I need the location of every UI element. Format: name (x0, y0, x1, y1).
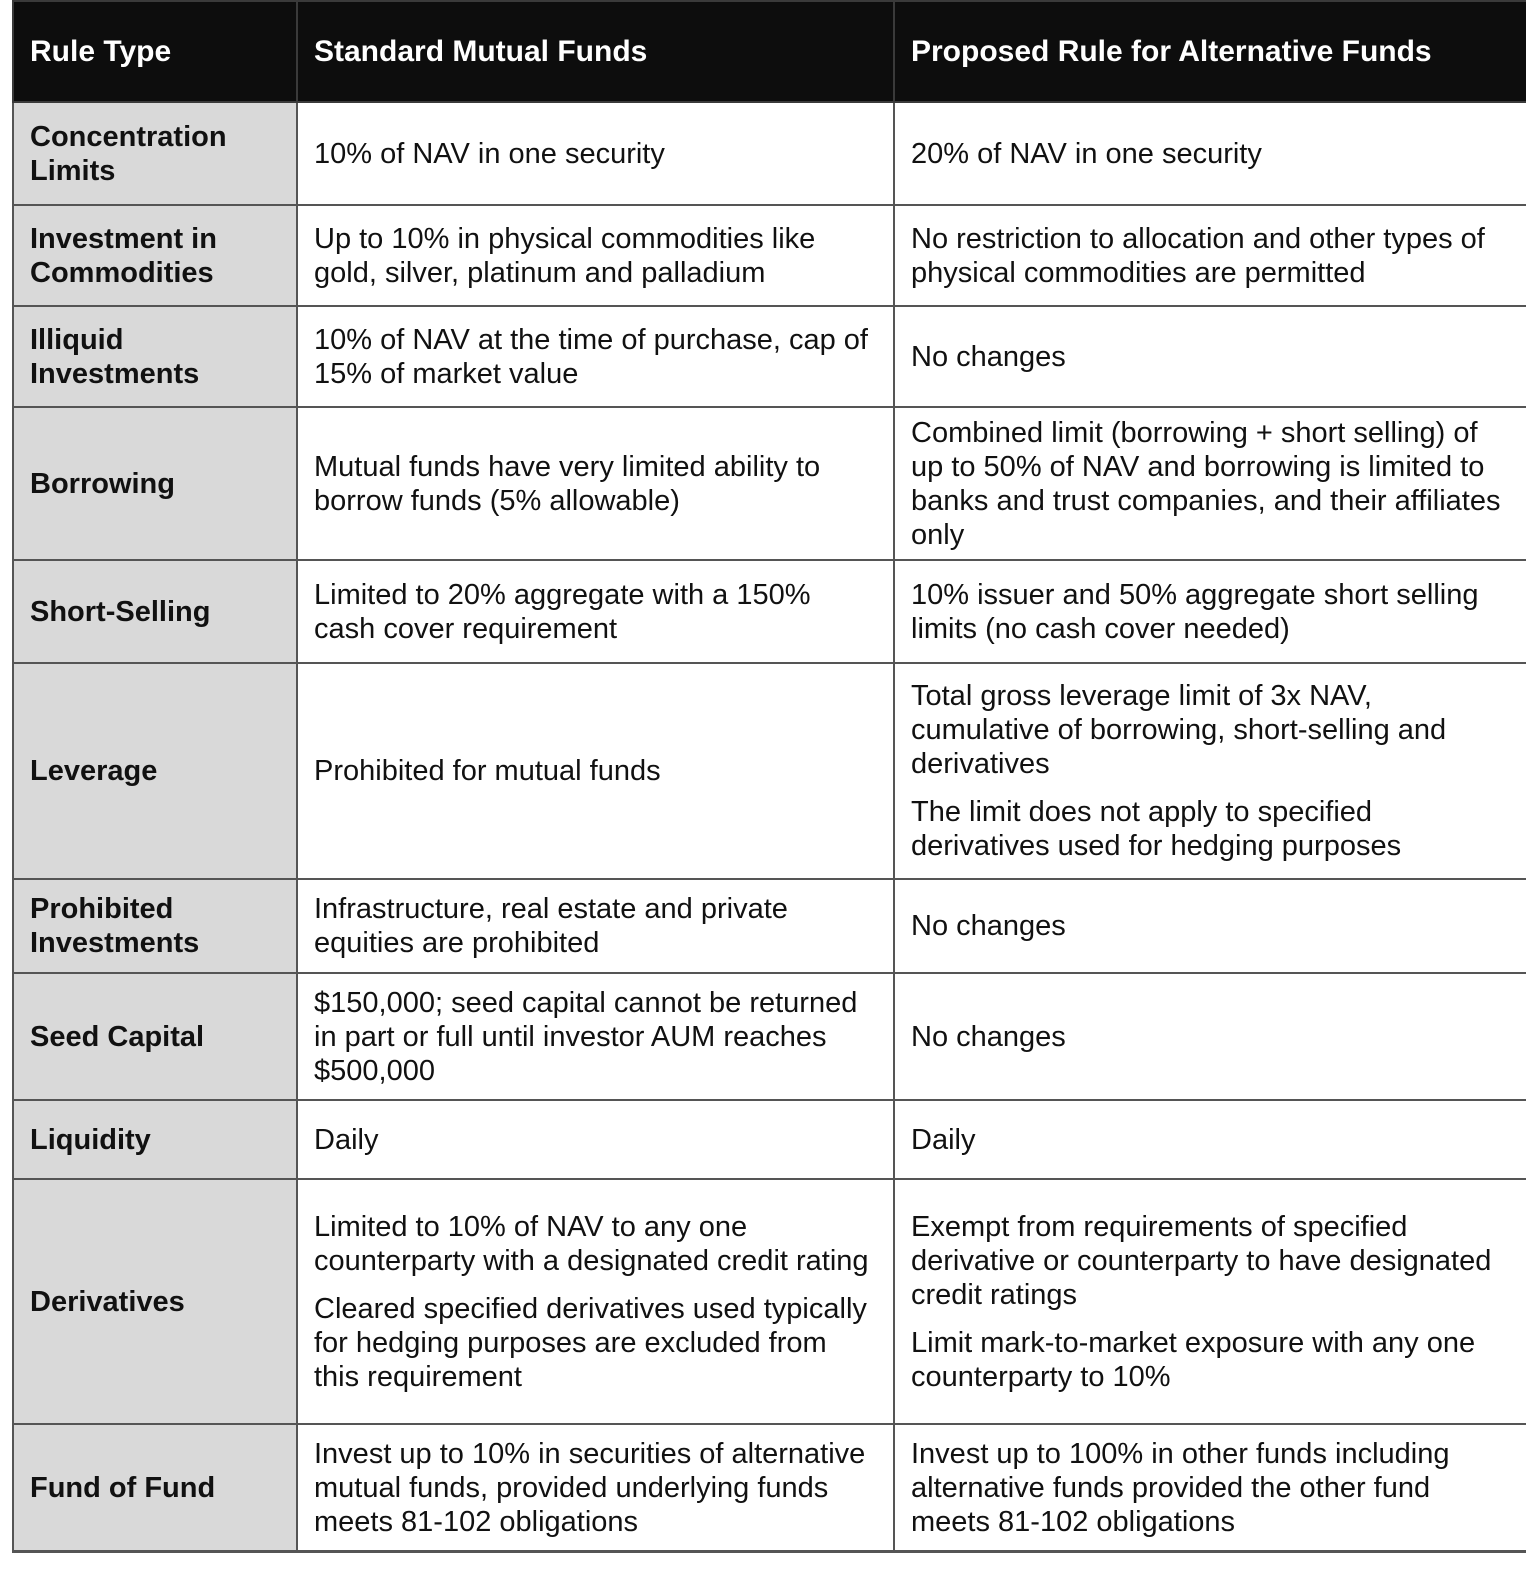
rule-type-cell: Borrowing (13, 407, 297, 560)
standard-cell (297, 102, 894, 205)
standard-text: Limited to 20% aggregate with a 150% cash cover requirement (314, 578, 811, 645)
header-row (13, 1, 1526, 102)
proposed-cell (894, 306, 1526, 407)
table-row (13, 306, 1526, 407)
rule-type-cell: Leverage (13, 663, 297, 879)
standard-cell (297, 407, 894, 560)
header-proposed-rule: Proposed Rule for Alternative Funds (894, 1, 1526, 102)
table-row (13, 560, 1526, 663)
proposed-cell (894, 560, 1526, 663)
rule-type-cell: Illiquid Investments (13, 306, 297, 407)
standard-text: 10% of NAV at the time of purchase, cap of 15% of market value (314, 323, 868, 390)
table-row (13, 205, 1526, 306)
proposed-text: No changes (911, 910, 1066, 942)
proposed-cell (894, 1100, 1526, 1179)
proposed-text: Combined limit (borrowing + short selling) of up to 50% of NAV and borrowing is limited to banks and trust companies, and their affiliates only (911, 416, 1501, 551)
standard-text: Up to 10% in physical commodities like gold, silver, platinum and palladium (314, 222, 816, 289)
proposed-text: No changes (911, 1020, 1066, 1053)
standard-cell (297, 1179, 894, 1424)
proposed-cell (894, 1424, 1526, 1552)
standard-text: Infrastructure, real estate and private equities are prohibited (314, 893, 788, 959)
standard-text: Cleared specified derivatives used typically for hedging purposes are excluded from this requirement (314, 1292, 867, 1393)
rule-type-cell: Short-Selling (13, 560, 297, 663)
proposed-cell (894, 407, 1526, 560)
proposed-text: The limit does not apply to specified derivatives used for hedging purposes (911, 796, 1402, 862)
rules-comparison-table (12, 0, 1526, 1553)
proposed-cell (894, 102, 1526, 205)
standard-cell (297, 879, 894, 973)
table-row (13, 1179, 1526, 1424)
standard-text: $150,000; seed capital cannot be returned in part or full until investor AUM reaches $500,000 (314, 986, 858, 1087)
standard-text: Limited to 10% of NAV to any one counterparty with a designated credit rating (314, 1210, 869, 1277)
proposed-text: No restriction to allocation and other types of physical commodities are permitted (911, 222, 1485, 289)
standard-text: 10% of NAV in one security (314, 137, 665, 170)
proposed-cell (894, 663, 1526, 879)
table-row (13, 973, 1526, 1100)
header-standard-mutual-funds: Standard Mutual Funds (297, 1, 894, 102)
rule-type-cell: Seed Capital (13, 973, 297, 1100)
standard-text: Mutual funds have very limited ability to borrow funds (5% allowable) (314, 450, 821, 517)
proposed-text: 20% of NAV in one security (911, 137, 1262, 170)
standard-text: Daily (314, 1123, 379, 1156)
proposed-text: Total gross leverage limit of 3x NAV, cumulative of borrowing, short-selling and derivatives (911, 680, 1447, 780)
table-row (13, 879, 1526, 973)
rule-type-cell: Liquidity (13, 1100, 297, 1179)
table-row (13, 1100, 1526, 1179)
rule-type-cell: Fund of Fund (13, 1424, 297, 1552)
table-row (13, 663, 1526, 879)
rule-type-cell: Prohibited Investments (13, 879, 297, 973)
proposed-cell (894, 879, 1526, 973)
standard-cell (297, 973, 894, 1100)
table-header (13, 1, 1526, 102)
standard-cell (297, 205, 894, 306)
rule-type-cell: Investment in Commodities (13, 205, 297, 306)
standard-text: Invest up to 10% in securities of alternative mutual funds, provided underlying funds meets 81-102 obligations (314, 1437, 866, 1538)
rule-type-cell: Concentration Limits (13, 102, 297, 205)
proposed-text: Invest up to 100% in other funds including alternative funds provided the other fund meets 81-102 obligations (911, 1437, 1450, 1538)
table-row (13, 407, 1526, 560)
standard-cell (297, 560, 894, 663)
header-rule-type: Rule Type (13, 1, 297, 102)
proposed-text: No changes (911, 340, 1066, 373)
proposed-text: Exempt from requirements of specified derivative or counterparty to have designated credit ratings (911, 1210, 1492, 1311)
standard-cell (297, 1100, 894, 1179)
proposed-cell (894, 205, 1526, 306)
rule-type-cell: Derivatives (13, 1179, 297, 1424)
proposed-cell (894, 1179, 1526, 1424)
proposed-text: Daily (911, 1123, 976, 1156)
table-body (13, 102, 1526, 1552)
standard-cell (297, 663, 894, 879)
proposed-text: 10% issuer and 50% aggregate short selling limits (no cash cover needed) (911, 578, 1479, 645)
table-row (13, 1424, 1526, 1552)
standard-text: Prohibited for mutual funds (314, 755, 661, 787)
proposed-cell (894, 973, 1526, 1100)
standard-cell (297, 1424, 894, 1552)
proposed-text: Limit mark-to-market exposure with any one counterparty to 10% (911, 1326, 1476, 1393)
standard-cell (297, 306, 894, 407)
table-row (13, 102, 1526, 205)
